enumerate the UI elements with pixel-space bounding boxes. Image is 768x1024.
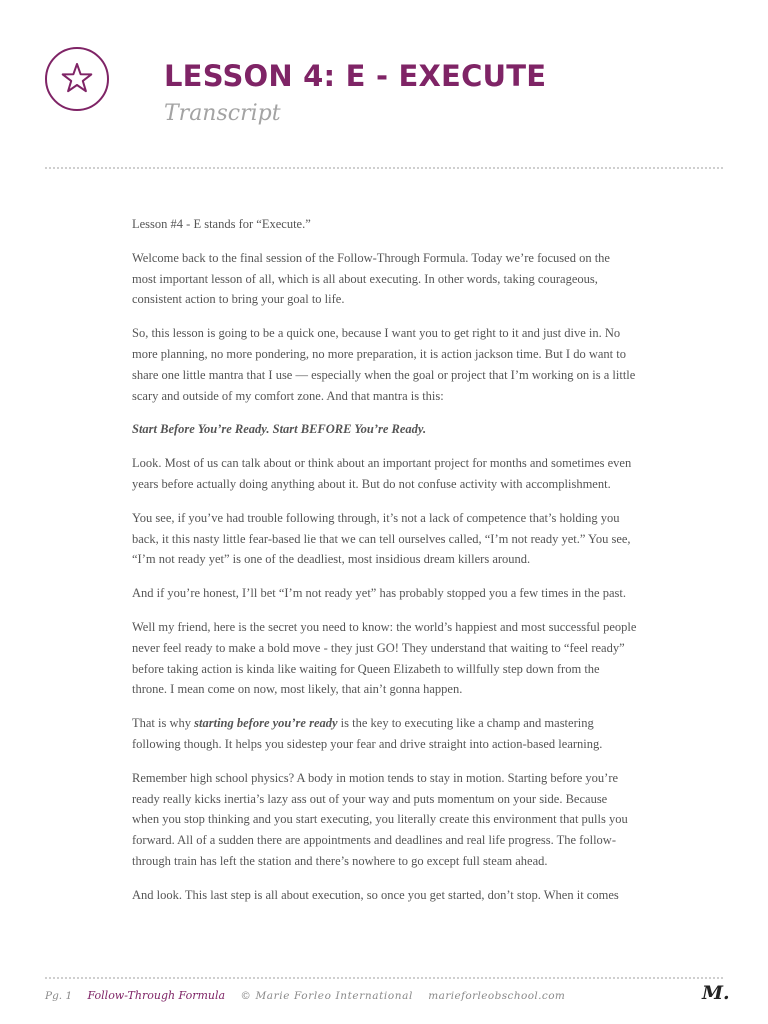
footer-divider bbox=[45, 977, 723, 979]
mantra-paragraph: Start Before You’re Ready. Start BEFORE You’re Ready. bbox=[132, 422, 427, 437]
page-footer bbox=[45, 989, 577, 1002]
paragraph: Look. Most of us can talk about or think about an important project for months and sometimes even years before actually doing anything about it. But do not confuse activity with accomplishment. bbox=[132, 456, 632, 491]
paragraph: Remember high school physics? A body in motion tends to stay in motion. Starting before you’re ready really kicks inertia’s lazy ass out of your way and puts momentum on your side. Because when you stop thinking and you start executing, you literally create this environment that pulls you forward. All of a sudden there are appointments and deadlines and real life progress. The follow-through train has left the station and there’s nowhere to go except full steam ahead. bbox=[132, 770, 628, 868]
brand-logo: M. bbox=[702, 982, 730, 1004]
star-icon bbox=[44, 46, 110, 112]
paragraph bbox=[132, 713, 637, 755]
paragraph-text: That is why bbox=[132, 716, 195, 731]
paragraph: And if you’re honest, I’ll bet “I’m not ready yet” has probably stopped you a few times in the past. bbox=[132, 586, 626, 601]
page-title: LESSON 4: E - EXECUTE bbox=[164, 59, 547, 93]
paragraph: Welcome back to the final session of the Follow-Through Formula. Today we’re focused on the most important lesson of all, which is all about executing. In other words, taking courageous, consistent action to bring your goal to life. bbox=[132, 250, 610, 307]
copyright-notice: © Marie Forleo International bbox=[240, 990, 413, 1002]
paragraph: So, this lesson is going to be a quick one, because I want you to get right to it and just dive in. No more planning, no more pondering, no more preparation, it is action jackson time. But I do want to share one little mantra that I use — especially when the goal or project that I’m working on is a little scary and outside of my comfort zone. And that mantra is this: bbox=[132, 326, 636, 403]
paragraph: Well my friend, here is the secret you need to know: the world’s happiest and most successful people never feel ready to make a bold move - they just GO! They understand that waiting to “feel ready” before taking action is kinda like waiting for Queen Elizabeth to willfully step down from the throne. I mean come on now, most likely, that ain’t gonna happen. bbox=[132, 619, 637, 697]
lesson-badge bbox=[44, 46, 110, 112]
emphasis-text: starting before you’re ready bbox=[194, 716, 338, 731]
paragraph: And look. This last step is all about execution, so once you get started, don’t stop. When it comes bbox=[132, 887, 619, 902]
website-url: marieforleobschool.com bbox=[428, 990, 566, 1002]
paragraph: Lesson #4 - E stands for “Execute.” bbox=[132, 217, 311, 231]
transcript-body bbox=[132, 214, 637, 919]
page-number: Pg. 1 bbox=[45, 990, 73, 1002]
paragraph-text: is the key to executing like a champ and mastering following though. It helps you sidestep your fear and drive straight into action-based learning. bbox=[132, 716, 603, 751]
course-name: Follow-Through Formula bbox=[87, 989, 226, 1002]
header-divider bbox=[45, 167, 723, 169]
paragraph: You see, if you’ve had trouble following through, it’s not a lack of competence that’s holding you back, it this nasty little fear-based lie that we can tell ourselves called, “I’m not ready yet.” You see, “I’m not ready yet” is one of the deadliest, most insidious dream killers around. bbox=[132, 510, 631, 567]
page-subtitle: Transcript bbox=[164, 101, 281, 126]
